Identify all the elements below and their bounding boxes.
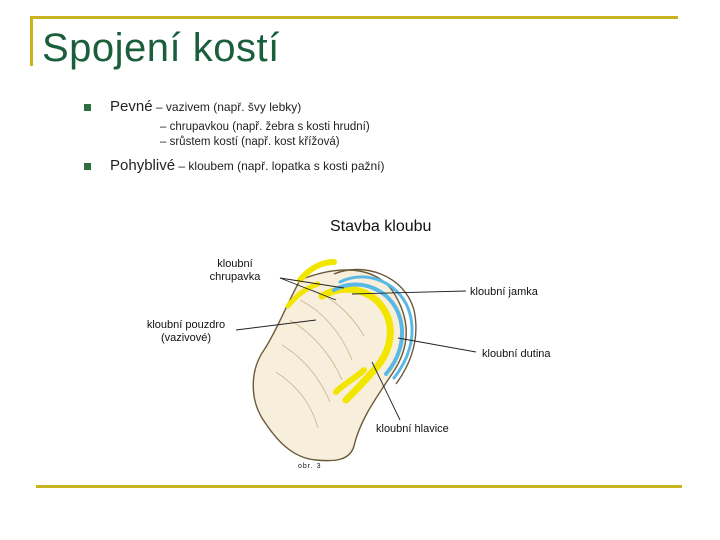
figure-number: obr. 3 (298, 463, 322, 470)
label-kloubni-jamka: kloubní jamka (470, 286, 538, 298)
bullet-pevne-line-2: – chrupavkou (např. žebra s kosti hrudní) (160, 121, 370, 133)
label-pouzdro-line2: (vazivové) (160, 332, 212, 344)
label-pouzdro-line1: kloubní pouzdro (146, 319, 226, 331)
label-kloubni-hlavice: kloubní hlavice (376, 423, 449, 435)
bullet-pohyblive-head: Pohyblivé (110, 157, 176, 174)
bullet-pevne-first: – vazivem (např. švy lebky) (155, 100, 302, 114)
bullet-pohyblive-first: – kloubem (např. lopatka s kosti pažní) (178, 159, 385, 173)
bullet-pevne-line-3: – srůstem kostí (např. kost křížová) (160, 136, 340, 148)
figure-caption: Stavba kloubu (330, 218, 432, 235)
slide-title: Spojení kostí (42, 26, 280, 70)
label-kloubni-chrupavka (198, 258, 272, 284)
label-chrupavka-line2: chrupavka (209, 271, 261, 283)
label-kloubni-dutina: kloubní dutina (482, 348, 551, 360)
label-kloubni-pouzdro (136, 319, 236, 345)
label-chrupavka-line1: kloubní (217, 258, 253, 270)
bullet-pevne-head: Pevné (110, 98, 153, 115)
